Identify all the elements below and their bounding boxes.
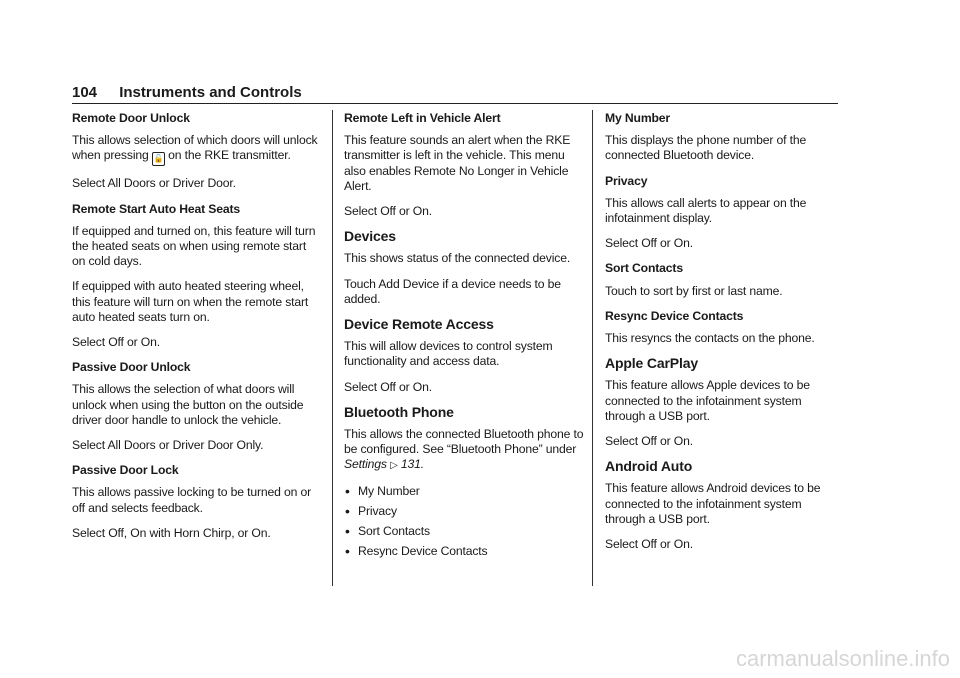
section-title: Instruments and Controls [119,84,302,101]
heading-bluetooth-phone: Bluetooth Phone [344,403,454,420]
paragraph: This allows the selection of what doors will unlock when using the button on the outside driver door handle to unlock the vehicle. [72,382,304,427]
paragraph: Select Off or On. [344,204,432,219]
paragraph: This allows passive locking to be turned on or off and selects feedback. [72,485,312,515]
paragraph: This allows call alerts to appear on the infotainment display. [605,195,807,226]
heading-remote-door-unlock: Remote Door Unlock [72,111,190,125]
heading-remote-left-alert: Remote Left in Vehicle Alert [344,111,501,125]
heading-remote-start-heat-seats: Remote Start Auto Heat Seats [72,201,241,216]
heading-apple-carplay: Apple CarPlay [605,355,698,372]
paragraph: This feature allows Android devices to be connected to the infotainment system through a USB port. [605,481,821,526]
heading-android-auto: Android Auto [605,458,693,475]
settings-reference-link[interactable]: Settings [344,457,387,472]
heading-passive-door-unlock: Passive Door Unlock [72,360,191,375]
key-fob-unlock-icon: 🔓 [152,152,165,166]
paragraph: Select Off or On. [605,236,693,251]
column-3 [605,111,840,562]
bluetooth-options-list [344,484,584,560]
paragraph: Touch to sort by first or last name. [605,283,783,298]
paragraph: Touch Add Device if a device needs to be added. [344,276,561,306]
paragraph: If equipped with auto heated steering wheel, this feature will turn on when the remote start auto heated seats turn on. [72,279,309,324]
list-item: • My Number [344,484,584,499]
paragraph: Select Off or On. [344,379,432,394]
heading-my-number: My Number [605,111,671,125]
watermark: carmanualsonline.info [735,646,950,671]
list-item: • Sort Contacts [344,524,584,539]
paragraph: Select Off or On. [605,537,693,552]
heading-passive-door-lock: Passive Door Lock [72,463,179,478]
paragraph: This displays the phone number of the connected Bluetooth device. [605,133,807,163]
heading-sort-contacts: Sort Contacts [605,261,683,276]
paragraph: Select Off, On with Horn Chirp, or On. [72,525,271,540]
heading-devices: Devices [344,228,396,245]
page-number: 104 [72,84,98,101]
column-divider-2 [592,110,593,586]
paragraph: This allows selection of which doors will unlock when pressing 🔓 on the RKE transmitter. [72,133,322,166]
header-rule [72,103,838,104]
list-item: • Resync Device Contacts [344,544,584,559]
heading-resync-contacts: Resync Device Contacts [605,308,744,323]
column-1 [72,111,322,551]
column-2 [344,111,584,564]
paragraph: This feature sounds an alert when the RKE transmitter is left in the vehicle. This menu also enables Remote No Longer in Vehicle Alert. [344,133,571,193]
paragraph: Select All Doors or Driver Door Only. [72,438,264,453]
paragraph: This will allow devices to control system functionality and access data. [344,339,553,369]
page-header [72,84,302,101]
paragraph: This feature allows Apple devices to be connected to the infotainment system through a USB port. [605,378,810,423]
paragraph: This resyncs the contacts on the phone. [605,331,815,346]
paragraph: If equipped and turned on, this feature will turn the heated seats on when using remote start on cold days. [72,223,316,269]
heading-privacy: Privacy [605,173,648,188]
page-reference-icon: ▷ [390,460,398,472]
list-item: • Privacy [344,504,584,519]
paragraph: This shows status of the connected device. [344,251,571,266]
paragraph: This allows the connected Bluetooth phone to be configured. See “Bluetooth Phone” under Settings ▷ 131. [344,427,584,472]
paragraph: Select Off or On. [605,434,693,449]
paragraph: Select Off or On. [72,335,160,350]
column-divider-1 [332,110,333,586]
paragraph: Select All Doors or Driver Door. [72,176,236,191]
heading-device-remote-access: Device Remote Access [344,316,494,333]
